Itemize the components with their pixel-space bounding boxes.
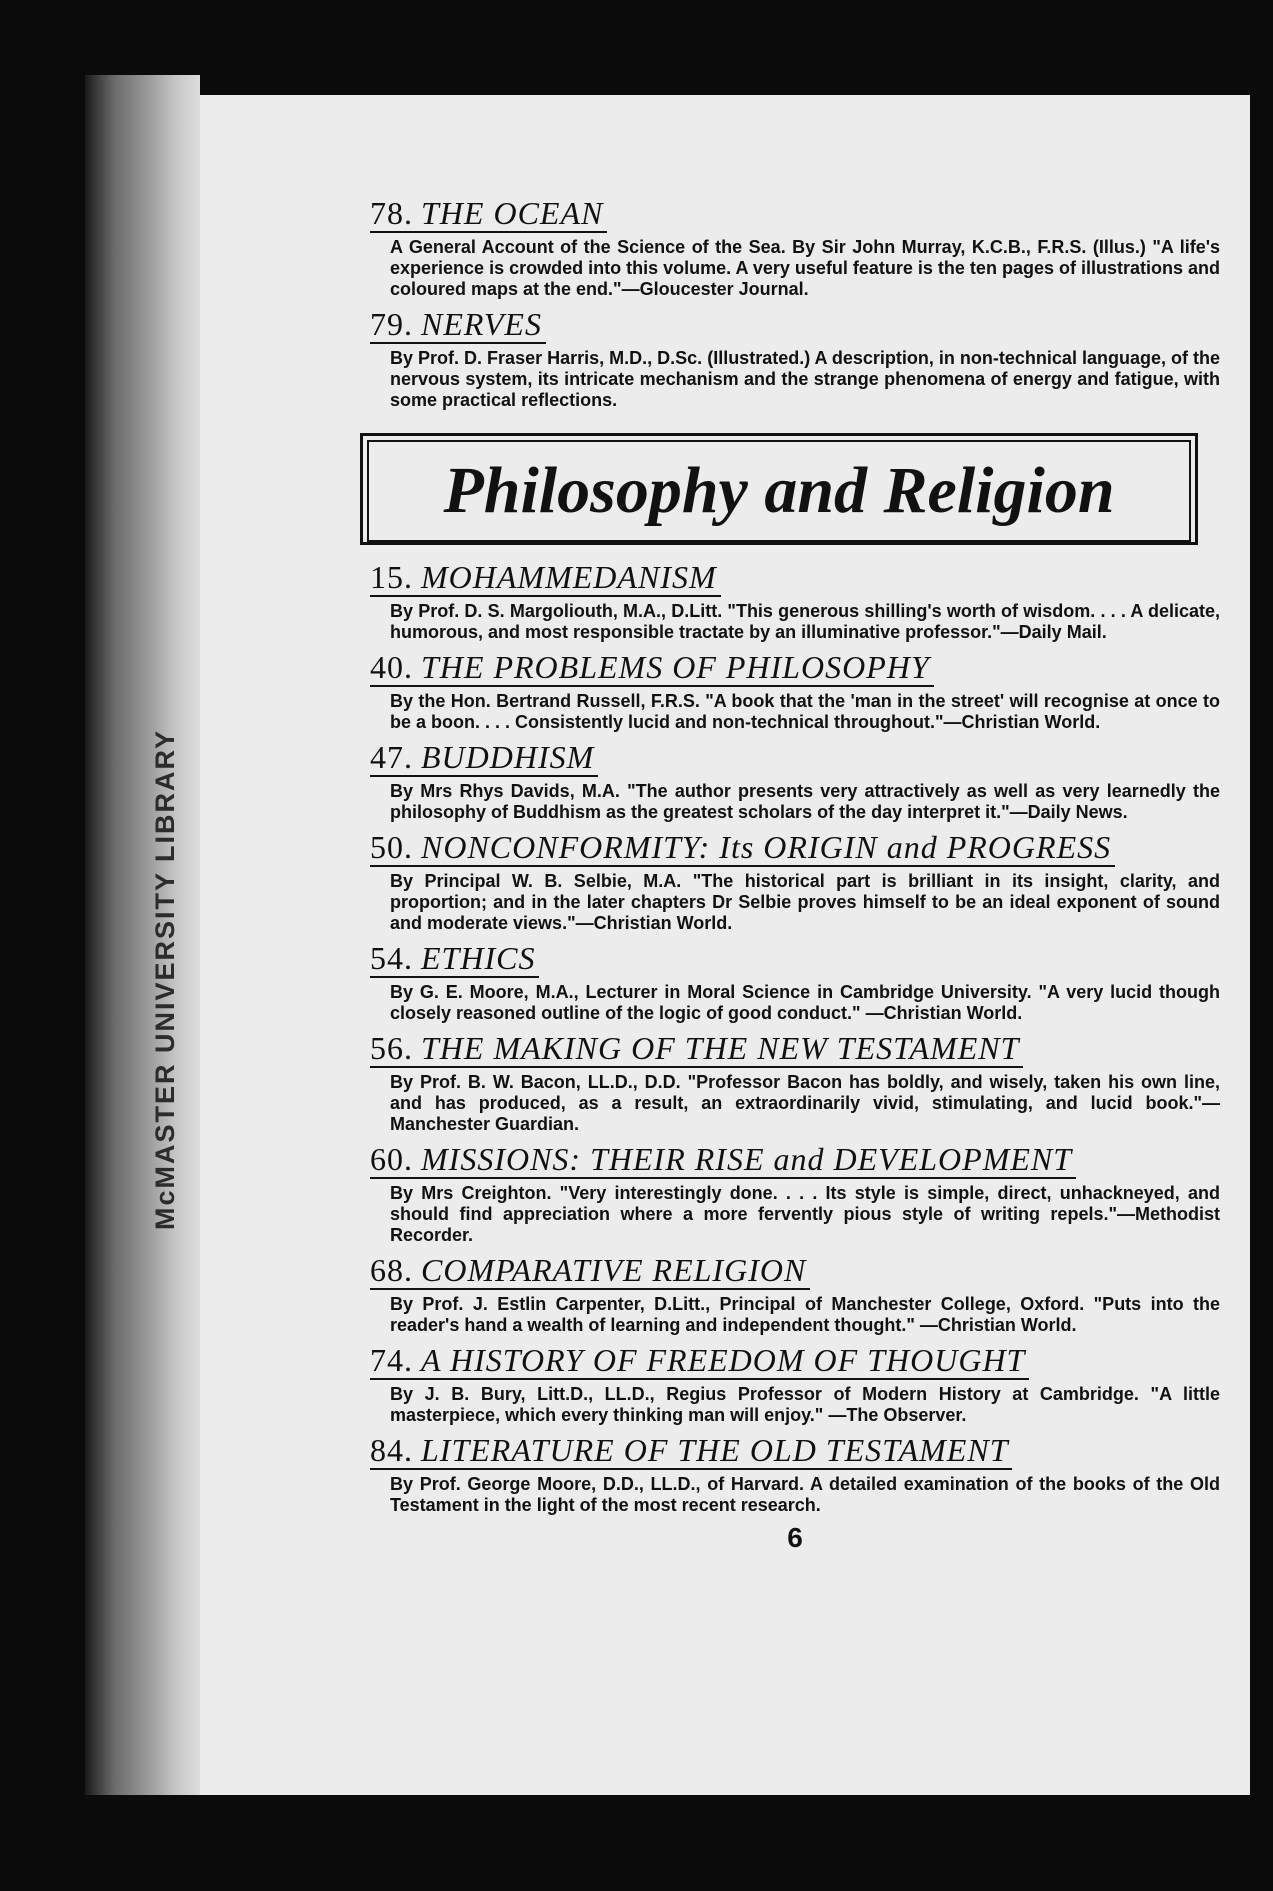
book-entry bbox=[370, 1141, 1220, 1246]
entry-title: BUDDHISM bbox=[421, 739, 595, 775]
library-stamp: McMASTER UNIVERSITY LIBRARY bbox=[150, 728, 180, 1230]
book-entry bbox=[370, 306, 1220, 411]
entry-heading bbox=[370, 1432, 1012, 1470]
entry-number: 56. bbox=[370, 1030, 413, 1066]
entry-title: ETHICS bbox=[421, 940, 536, 976]
entry-title: LITERATURE OF THE OLD TESTAMENT bbox=[421, 1432, 1009, 1468]
entry-number: 60. bbox=[370, 1141, 413, 1177]
entry-number: 68. bbox=[370, 1252, 413, 1288]
entry-number: 79. bbox=[370, 306, 413, 342]
entry-description: A General Account of the Science of the Sea. By Sir John Murray, K.C.B., F.R.S. (Illus.) "A life's experience is crowded into this volume. A very useful feature is the ten pages of illustrations and coloured maps at the end."—Gloucester Journal. bbox=[390, 237, 1220, 299]
book-entry bbox=[370, 1342, 1220, 1426]
entry-number: 54. bbox=[370, 940, 413, 976]
entry-description: By Prof. George Moore, D.D., LL.D., of Harvard. A detailed examination of the books of the Old Testament in the light of the most recent research. bbox=[390, 1474, 1220, 1515]
entry-number: 50. bbox=[370, 829, 413, 865]
entry-title: THE OCEAN bbox=[421, 195, 604, 231]
entry-description: By Prof. D. S. Margoliouth, M.A., D.Litt. "This generous shilling's worth of wisdom. . . . A delicate, humorous, and most responsible tractate by an illuminative professor."—Daily Mail. bbox=[390, 601, 1220, 642]
entry-number: 74. bbox=[370, 1342, 413, 1378]
entry-description: By Prof. B. W. Bacon, LL.D., D.D. "Professor Bacon has boldly, and wisely, taken his own line, and has produced, as a result, an extraordinarily vivid, stimulating, and lucid book."—Manchester Guardian. bbox=[390, 1072, 1220, 1134]
section-header-box bbox=[360, 433, 1198, 545]
book-entry bbox=[370, 739, 1220, 823]
book-entry bbox=[370, 829, 1220, 934]
entry-description: By Mrs Creighton. "Very interestingly done. . . . Its style is simple, direct, unhackneyed, and should find appreciation where a more fervently pious style of writing repels."—Methodist Recorder. bbox=[390, 1183, 1220, 1245]
entry-heading bbox=[370, 1141, 1076, 1179]
entry-description: By Principal W. B. Selbie, M.A. "The historical part is brilliant in its insight, clarity, and proportion; and in the later chapters Dr Selbie proves himself to be an ideal exponent of sound and moderate views."—Christian World. bbox=[390, 871, 1220, 933]
book-entry bbox=[370, 1432, 1220, 1516]
entry-number: 15. bbox=[370, 559, 413, 595]
entry-title: THE PROBLEMS OF PHILOSOPHY bbox=[421, 649, 930, 685]
book-spine-edge bbox=[85, 75, 200, 1795]
entry-number: 47. bbox=[370, 739, 413, 775]
entry-number: 40. bbox=[370, 649, 413, 685]
entry-title: COMPARATIVE RELIGION bbox=[421, 1252, 807, 1288]
entry-number: 78. bbox=[370, 195, 413, 231]
entry-description: By Prof. J. Estlin Carpenter, D.Litt., Principal of Manchester College, Oxford. "Puts into the reader's hand a wealth of learning and independent thought." —Christian World. bbox=[390, 1294, 1220, 1335]
book-entry bbox=[370, 940, 1220, 1024]
entry-heading bbox=[370, 829, 1115, 867]
entry-heading bbox=[370, 649, 934, 687]
entry-heading bbox=[370, 940, 539, 978]
entry-title: MOHAMMEDANISM bbox=[421, 559, 717, 595]
book-page bbox=[200, 95, 1250, 1795]
entry-number: 84. bbox=[370, 1432, 413, 1468]
entry-description: By Mrs Rhys Davids, M.A. "The author presents very attractively as well as very learnedly the philosophy of Buddhism as the greatest scholars of the day interpret it."—Daily News. bbox=[390, 781, 1220, 822]
entries-before-section bbox=[370, 195, 1220, 411]
entry-heading bbox=[370, 1030, 1023, 1068]
page-number: 6 bbox=[787, 1522, 803, 1553]
section-title: Philosophy and Religion bbox=[367, 440, 1191, 542]
book-entry bbox=[370, 195, 1220, 300]
book-entry bbox=[370, 559, 1220, 643]
book-entry bbox=[370, 649, 1220, 733]
book-entry bbox=[370, 1252, 1220, 1336]
entry-heading bbox=[370, 739, 598, 777]
entry-description: By G. E. Moore, M.A., Lecturer in Moral Science in Cambridge University. "A very lucid though closely reasoned outline of the logic of good conduct." —Christian World. bbox=[390, 982, 1220, 1023]
entry-heading bbox=[370, 559, 721, 597]
entry-description: By J. B. Bury, Litt.D., LL.D., Regius Professor of Modern History at Cambridge. "A little masterpiece, which every thinking man will enjoy." —The Observer. bbox=[390, 1384, 1220, 1425]
entry-heading bbox=[370, 306, 546, 344]
entry-description: By the Hon. Bertrand Russell, F.R.S. "A book that the 'man in the street' will recognise at once to be a boon. . . . Consistently lucid and non-technical throughout."—Christian World. bbox=[390, 691, 1220, 732]
entry-title: A HISTORY OF FREEDOM OF THOUGHT bbox=[421, 1342, 1026, 1378]
entry-heading bbox=[370, 195, 607, 233]
entry-heading bbox=[370, 1342, 1029, 1380]
book-entry bbox=[370, 1030, 1220, 1135]
entry-title: THE MAKING OF THE NEW TESTAMENT bbox=[421, 1030, 1020, 1066]
entry-title: NERVES bbox=[421, 306, 542, 342]
entry-heading bbox=[370, 1252, 810, 1290]
entry-title: NONCONFORMITY: Its ORIGIN and PROGRESS bbox=[421, 829, 1112, 865]
page-content bbox=[370, 195, 1220, 1554]
entries-section-list bbox=[370, 559, 1220, 1516]
entry-description: By Prof. D. Fraser Harris, M.D., D.Sc. (Illustrated.) A description, in non-technical language, of the nervous system, its intricate mechanism and the strange phenomena of energy and fatigue, with some practical reflections. bbox=[390, 348, 1220, 410]
entry-title: MISSIONS: THEIR RISE and DEVELOPMENT bbox=[421, 1141, 1073, 1177]
